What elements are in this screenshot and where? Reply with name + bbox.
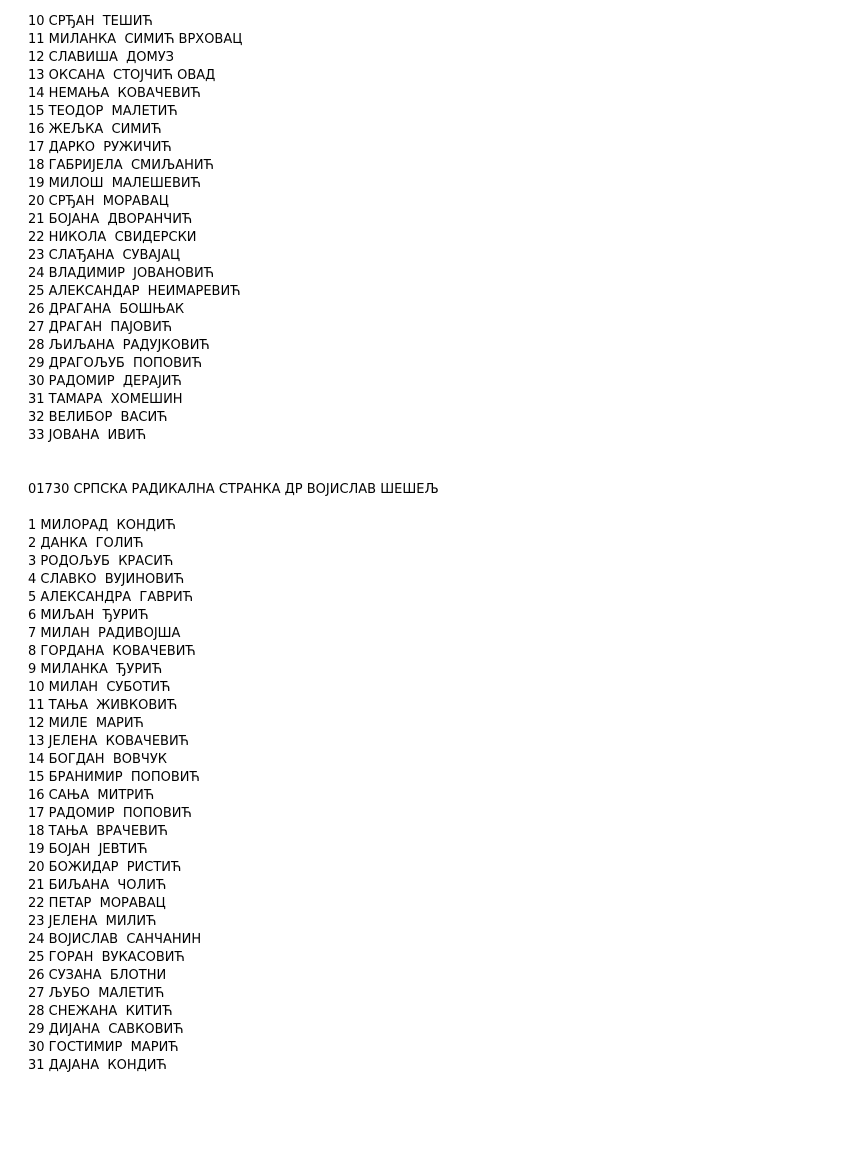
candidate-entry: 1 МИЛОРАД КОНДИЋ: [28, 518, 176, 533]
candidate-entry: 2 ДАНКА ГОЛИЋ: [28, 536, 144, 551]
candidate-entry: 19 МИЛОШ МАЛЕШЕВИЋ: [28, 176, 201, 191]
candidate-entry: 29 ДРАГОЉУБ ПОПОВИЋ: [28, 356, 202, 371]
candidate-entry: 4 СЛАВКО ВУЈИНОВИЋ: [28, 572, 185, 587]
candidate-entry: 11 ТАЊА ЖИВКОВИЋ: [28, 698, 178, 713]
candidate-entry: 3 РОДОЉУБ КРАСИЋ: [28, 554, 174, 569]
candidate-entry: 5 АЛЕКСАНДРА ГАВРИЋ: [28, 590, 193, 605]
candidate-entry: 16 ЖЕЉКА СИМИЋ: [28, 122, 162, 137]
candidate-entry: 33 ЈОВАНА ИВИЋ: [28, 428, 147, 443]
candidate-entry: 21 БОЈАНА ДВОРАНЧИЋ: [28, 212, 193, 227]
candidate-entry: 26 СУЗАНА БЛОТНИ: [28, 968, 167, 983]
candidate-entry: 27 ЉУБО МАЛЕТИЋ: [28, 986, 165, 1001]
party-heading: 01730 СРПСКА РАДИКАЛНА СТРАНКА ДР ВОЈИСЛАВ ШЕШЕЉ: [28, 482, 439, 497]
candidate-entry: 22 ПЕТАР МОРАВАЦ: [28, 896, 166, 911]
candidate-entry: 25 АЛЕКСАНДАР НЕИМАРЕВИЋ: [28, 284, 241, 299]
candidate-entry: 11 МИЛАНКА СИМИЋ ВРХОВАЦ: [28, 32, 243, 47]
candidate-entry: 20 СРЂАН МОРАВАЦ: [28, 194, 169, 209]
candidate-entry: 18 ТАЊА ВРАЧЕВИЋ: [28, 824, 168, 839]
candidate-entry: 32 ВЕЛИБОР ВАСИЋ: [28, 410, 168, 425]
candidate-entry: 31 ТАМАРА ХОМЕШИН: [28, 392, 183, 407]
candidate-entry: 25 ГОРАН ВУКАСОВИЋ: [28, 950, 185, 965]
candidate-entry: 10 МИЛАН СУБОТИЋ: [28, 680, 171, 695]
candidate-entry: 20 БОЖИДАР РИСТИЋ: [28, 860, 182, 875]
candidate-entry: 10 СРЂАН ТЕШИЋ: [28, 14, 153, 29]
candidate-entry: 27 ДРАГАН ПАЈОВИЋ: [28, 320, 173, 335]
candidate-entry: 17 РАДОМИР ПОПОВИЋ: [28, 806, 192, 821]
candidate-entry: 15 ТЕОДОР МАЛЕТИЋ: [28, 104, 178, 119]
candidate-entry: 16 САЊА МИТРИЋ: [28, 788, 155, 803]
candidate-entry: 6 МИЉАН ЂУРИЋ: [28, 608, 149, 623]
candidate-entry: 30 РАДОМИР ДЕРАЈИЋ: [28, 374, 182, 389]
candidate-entry: 24 ВОЈИСЛАВ САНЧАНИН: [28, 932, 202, 947]
candidate-entry: 18 ГАБРИЈЕЛА СМИЉАНИЋ: [28, 158, 214, 173]
candidate-entry: 12 СЛАВИША ДОМУЗ: [28, 50, 174, 65]
candidate-entry: 13 ОКСАНА СТОЈЧИЋ ОВАД: [28, 68, 216, 83]
candidate-entry: 23 ЈЕЛЕНА МИЛИЋ: [28, 914, 157, 929]
candidate-entry: 9 МИЛАНКА ЂУРИЋ: [28, 662, 163, 677]
candidate-entry: 7 МИЛАН РАДИВОЈША: [28, 626, 181, 641]
candidate-entry: 24 ВЛАДИМИР ЈОВАНОВИЋ: [28, 266, 214, 281]
candidate-entry: 14 НЕМАЊА КОВАЧЕВИЋ: [28, 86, 201, 101]
candidate-entry: 30 ГОСТИМИР МАРИЋ: [28, 1040, 179, 1055]
candidate-entry: 14 БОГДАН ВОВЧУК: [28, 752, 167, 767]
candidate-entry: 28 ЉИЉАНА РАДУЈКОВИЋ: [28, 338, 210, 353]
candidate-entry: 31 ДАЈАНА КОНДИЋ: [28, 1058, 167, 1073]
candidate-list-party: [28, 517, 828, 1075]
candidate-entry: 17 ДАРКО РУЖИЧИЋ: [28, 140, 172, 155]
candidate-entry: 15 БРАНИМИР ПОПОВИЋ: [28, 770, 200, 785]
candidate-entry: 29 ДИЈАНА САВКОВИЋ: [28, 1022, 184, 1037]
candidate-entry: 26 ДРАГАНА БОШЊАК: [28, 302, 185, 317]
candidate-entry: 21 БИЉАНА ЧОЛИЋ: [28, 878, 167, 893]
candidate-entry: 8 ГОРДАНА КОВАЧЕВИЋ: [28, 644, 196, 659]
candidate-entry: 23 СЛАЂАНА СУВАЈАЦ: [28, 248, 181, 263]
candidate-entry: 22 НИКОЛА СВИДЕРСКИ: [28, 230, 197, 245]
candidate-list-continued: [28, 13, 828, 445]
candidate-entry: 28 СНЕЖАНА КИТИЋ: [28, 1004, 173, 1019]
candidate-entry: 13 ЈЕЛЕНА КОВАЧЕВИЋ: [28, 734, 189, 749]
candidate-entry: 12 МИЛЕ МАРИЋ: [28, 716, 144, 731]
document-page: [28, 13, 828, 1075]
candidate-entry: 19 БОЈАН ЈЕВТИЋ: [28, 842, 148, 857]
